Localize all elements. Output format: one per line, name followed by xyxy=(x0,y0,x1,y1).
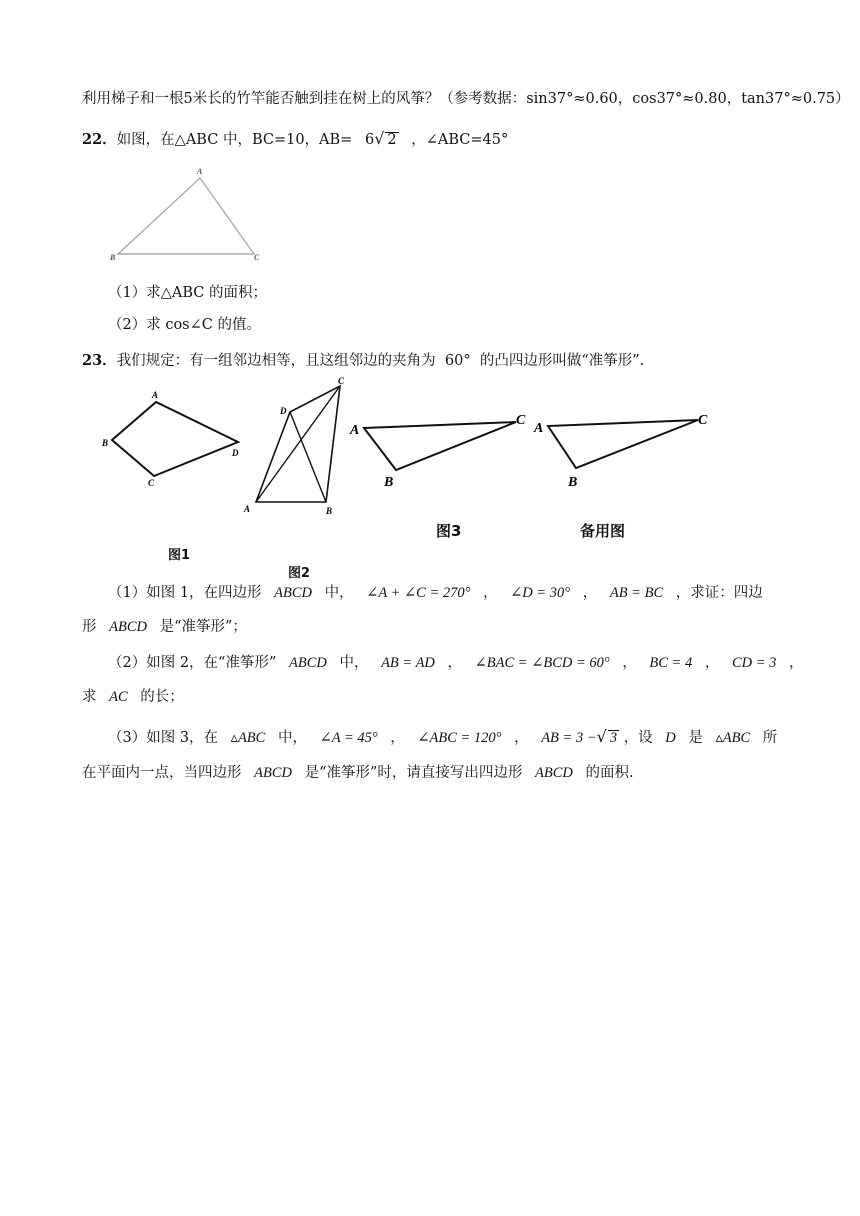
spare-label-b: B xyxy=(568,475,578,490)
fig2-label-c: C xyxy=(338,376,345,386)
fig3-label-b: B xyxy=(384,475,394,490)
fig2 xyxy=(240,372,352,520)
fig2-label-b: B xyxy=(326,506,333,516)
q23-p3-math: ABCD xyxy=(254,765,292,781)
q23-p1-math: ∠A + ∠C = 270° xyxy=(366,585,471,601)
q23-part2-line1 xyxy=(108,652,820,674)
q23-p1-text: 形 xyxy=(82,619,97,635)
q23-p3-text: 是 xyxy=(688,730,703,746)
fig3-caption: 图3 xyxy=(436,522,462,540)
q23-p3-math: D xyxy=(665,730,676,746)
q23-p3-text: 所 xyxy=(762,730,778,746)
fig2-caption: 图2 xyxy=(288,566,311,581)
q22-label-b: B xyxy=(110,253,116,262)
q23-p3-text: 是“准筝形”时，请直接写出四边形 xyxy=(304,765,523,781)
q23-p1-text: 中， xyxy=(324,585,354,601)
q22-part1-text: （1）求△ABC 的面积； xyxy=(108,285,267,301)
q23-p3-math: AB = 3 − xyxy=(541,730,597,746)
intro-line xyxy=(82,88,850,110)
q23-p2-text: ， xyxy=(704,655,720,671)
q23-p1-math: ABCD xyxy=(274,585,313,601)
q23-p3-math: ▵ABC xyxy=(230,730,266,746)
q23-p3-math: ABCD xyxy=(535,765,573,781)
q22-text-a: 如图，在△ABC 中，BC=10，AB= xyxy=(116,132,353,148)
q23-p3-text: 中， xyxy=(277,730,307,746)
q23-p2-math: ABCD xyxy=(289,655,327,671)
q22-label-c: C xyxy=(254,253,260,262)
spare-figure xyxy=(530,406,716,490)
spare-label-c: C xyxy=(698,413,708,428)
q23-p2-text: 的长； xyxy=(140,689,184,705)
q23-p2-math: CD = 3 xyxy=(731,655,777,671)
q23-p1-math: ABCD xyxy=(109,619,147,635)
q22-label-a: A xyxy=(197,167,203,176)
q22-part2 xyxy=(108,314,820,336)
q23-p2-text: 求 xyxy=(82,689,97,705)
q22-triangle-figure xyxy=(108,162,268,266)
q23-p2-text: ， xyxy=(789,655,804,671)
q23-p2-text: ， xyxy=(622,655,637,671)
fig2-label-a: A xyxy=(244,504,251,514)
q22-part2-text: （2）求 cos∠C 的值。 xyxy=(108,317,261,333)
q22-ab-radicand: 2 xyxy=(387,132,397,148)
q23-p1-math: ∠D = 30° xyxy=(510,585,571,601)
q22-triangle xyxy=(118,178,254,254)
q22-number: 22． xyxy=(82,131,117,148)
q23-p3-math: ∠A = 45° xyxy=(319,730,378,746)
q22-stem: 22．如图，在△ABC 中，BC=10，AB= 6√ 2 ，∠ABC=45° xyxy=(82,129,509,148)
q22-text-b: ，∠ABC=45° xyxy=(411,132,509,148)
fig1-label-b: B xyxy=(102,438,109,448)
fig3-label-c: C xyxy=(516,413,526,428)
fig1-label-c: C xyxy=(148,478,155,488)
q23-number: 23． xyxy=(82,352,117,369)
q23-part2-line2 xyxy=(82,686,820,708)
fig3 xyxy=(348,406,534,490)
q23-p3-math: ∠ABC = 120° xyxy=(417,730,502,746)
q22-part1 xyxy=(108,282,820,304)
q23-p1-text: ，求证：四边 xyxy=(675,585,763,601)
q23-p2-math: AC xyxy=(109,689,128,705)
q23-part1-line1 xyxy=(108,582,820,604)
q23-p3-text: （3）如图 3，在 xyxy=(108,730,219,746)
q23-part1-line2 xyxy=(82,616,820,638)
q23-p2-math: BC = 4 xyxy=(649,655,693,671)
fig1-label-d: D xyxy=(232,448,239,458)
q23-p3-text: ， xyxy=(514,730,529,746)
q23-part3-line1: （3）如图 3，在 ▵ABC 中， ∠A = 45° ， ∠ABC = 120° ， AB = 3 −√ 3 ，设 D 是 ▵ABC 所 xyxy=(108,727,778,746)
fig1-label-a: A xyxy=(152,390,159,400)
q23-p3-text: 的面积. xyxy=(585,765,634,781)
q22-ab-coef: 6 xyxy=(364,132,375,148)
spare-triangle xyxy=(548,420,698,468)
q23-p3-text: ， xyxy=(390,730,405,746)
q23-p3-math: ▵ABC xyxy=(715,730,751,746)
fig1 xyxy=(98,388,248,488)
q23-p3-text: 在平面内一点，当四边形 xyxy=(82,765,242,781)
q23-p3-text: ，设 xyxy=(623,730,653,746)
q23-p2-text: 中， xyxy=(339,655,369,671)
fig1-caption: 图1 xyxy=(168,548,191,563)
q23-p2-math: ∠BAC = ∠BCD = 60° xyxy=(474,655,610,671)
q23-p2-text: （2）如图 2，在“准筝形” xyxy=(108,655,277,671)
q23-p2-text: ， xyxy=(447,655,463,671)
q23-p1-text: 是“准筝形”； xyxy=(159,619,247,635)
intro-text: 利用梯子和一根5米长的竹竿能否触到挂在树上的风筝？（参考数据：sin37°≈0.60，cos37°≈0.80，tan37°≈0.75） xyxy=(82,91,850,107)
q23-p1-text: ， xyxy=(582,585,598,601)
fig1-quadrilateral xyxy=(112,402,238,476)
q23-p1-text: ， xyxy=(483,585,498,601)
q23-p1-text: （1）如图 1，在四边形 xyxy=(108,585,262,601)
fig3-label-a: A xyxy=(350,423,360,438)
fig2-label-d: D xyxy=(280,406,287,416)
q23-part3-line2 xyxy=(82,762,820,784)
spare-label-a: A xyxy=(534,421,544,436)
q23-p2-math: AB = AD xyxy=(381,655,435,671)
q23-p1-math: AB = BC xyxy=(609,585,664,601)
q23-text: 我们规定：有一组邻边相等，且这组邻边的夹角为 60° 的凸四边形叫做“准筝形”. xyxy=(116,353,645,369)
q23-p3-radicand: 3 xyxy=(609,730,618,746)
spare-figure-caption: 备用图 xyxy=(580,522,626,540)
fig3-triangle xyxy=(364,422,516,470)
fig2-diagonal-bd xyxy=(290,412,326,502)
q23-stem xyxy=(82,350,820,372)
